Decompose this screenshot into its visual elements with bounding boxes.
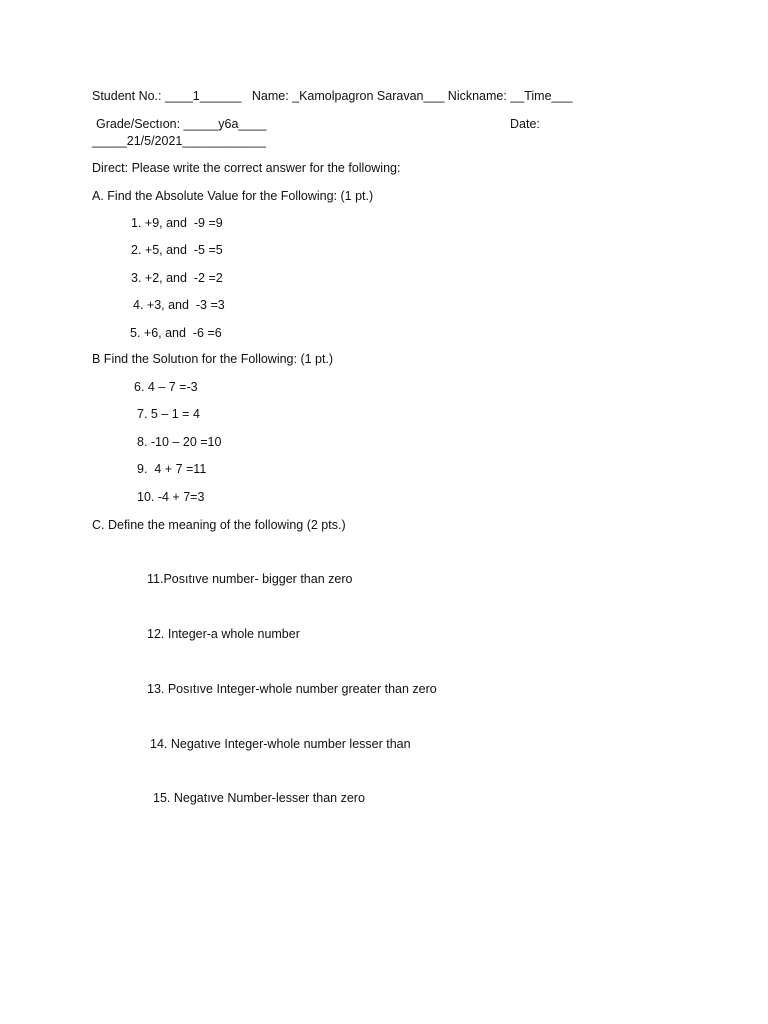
section-b-item: 6. 4 – 7 =-3 [134, 380, 198, 394]
section-b-item: 10. -4 + 7=3 [137, 490, 205, 504]
date-label: Date: [510, 117, 540, 131]
section-a-item: 5. +6, and -6 =6 [130, 326, 222, 340]
section-b-heading: B Find the Solutıon for the Following: (1 pt.) [92, 352, 334, 366]
instructions: Direct: Please write the correct answer for the following: [92, 161, 401, 175]
student-info-line: Student No.: ____1______ Name: _Kamolpagron Saravan___ Nickname: __Time___ [92, 89, 573, 103]
section-a-item: 1. +9, and -9 =9 [131, 216, 223, 230]
grade-section-field: Grade/Sectıon: _____y6a____ [96, 117, 267, 131]
section-c-item: 12. Integer-a whole number [147, 627, 300, 641]
section-c-item: 11.Posıtıve number- bigger than zero [147, 572, 353, 586]
section-a-heading: A. Find the Absolute Value for the Following: (1 pt.) [92, 189, 374, 203]
section-a-item: 2. +5, and -5 =5 [131, 243, 223, 257]
section-a-item: 4. +3, and -3 =3 [133, 298, 225, 312]
section-b-item: 8. -10 – 20 =10 [137, 435, 222, 449]
section-b-item: 7. 5 – 1 = 4 [137, 407, 200, 421]
section-c-item: 13. Posıtıve Integer-whole number greater than zero [147, 682, 437, 696]
section-b-item: 9. 4 + 7 =11 [137, 462, 207, 476]
section-c-item: 15. Negatıve Number-lesser than zero [153, 791, 365, 805]
section-c-item: 14. Negatıve Integer-whole number lesser than [150, 737, 411, 751]
section-a-item: 3. +2, and -2 =2 [131, 271, 223, 285]
section-c-heading: C. Define the meaning of the following (2 pts.) [92, 518, 346, 532]
date-value: _____21/5/2021____________ [92, 134, 266, 148]
